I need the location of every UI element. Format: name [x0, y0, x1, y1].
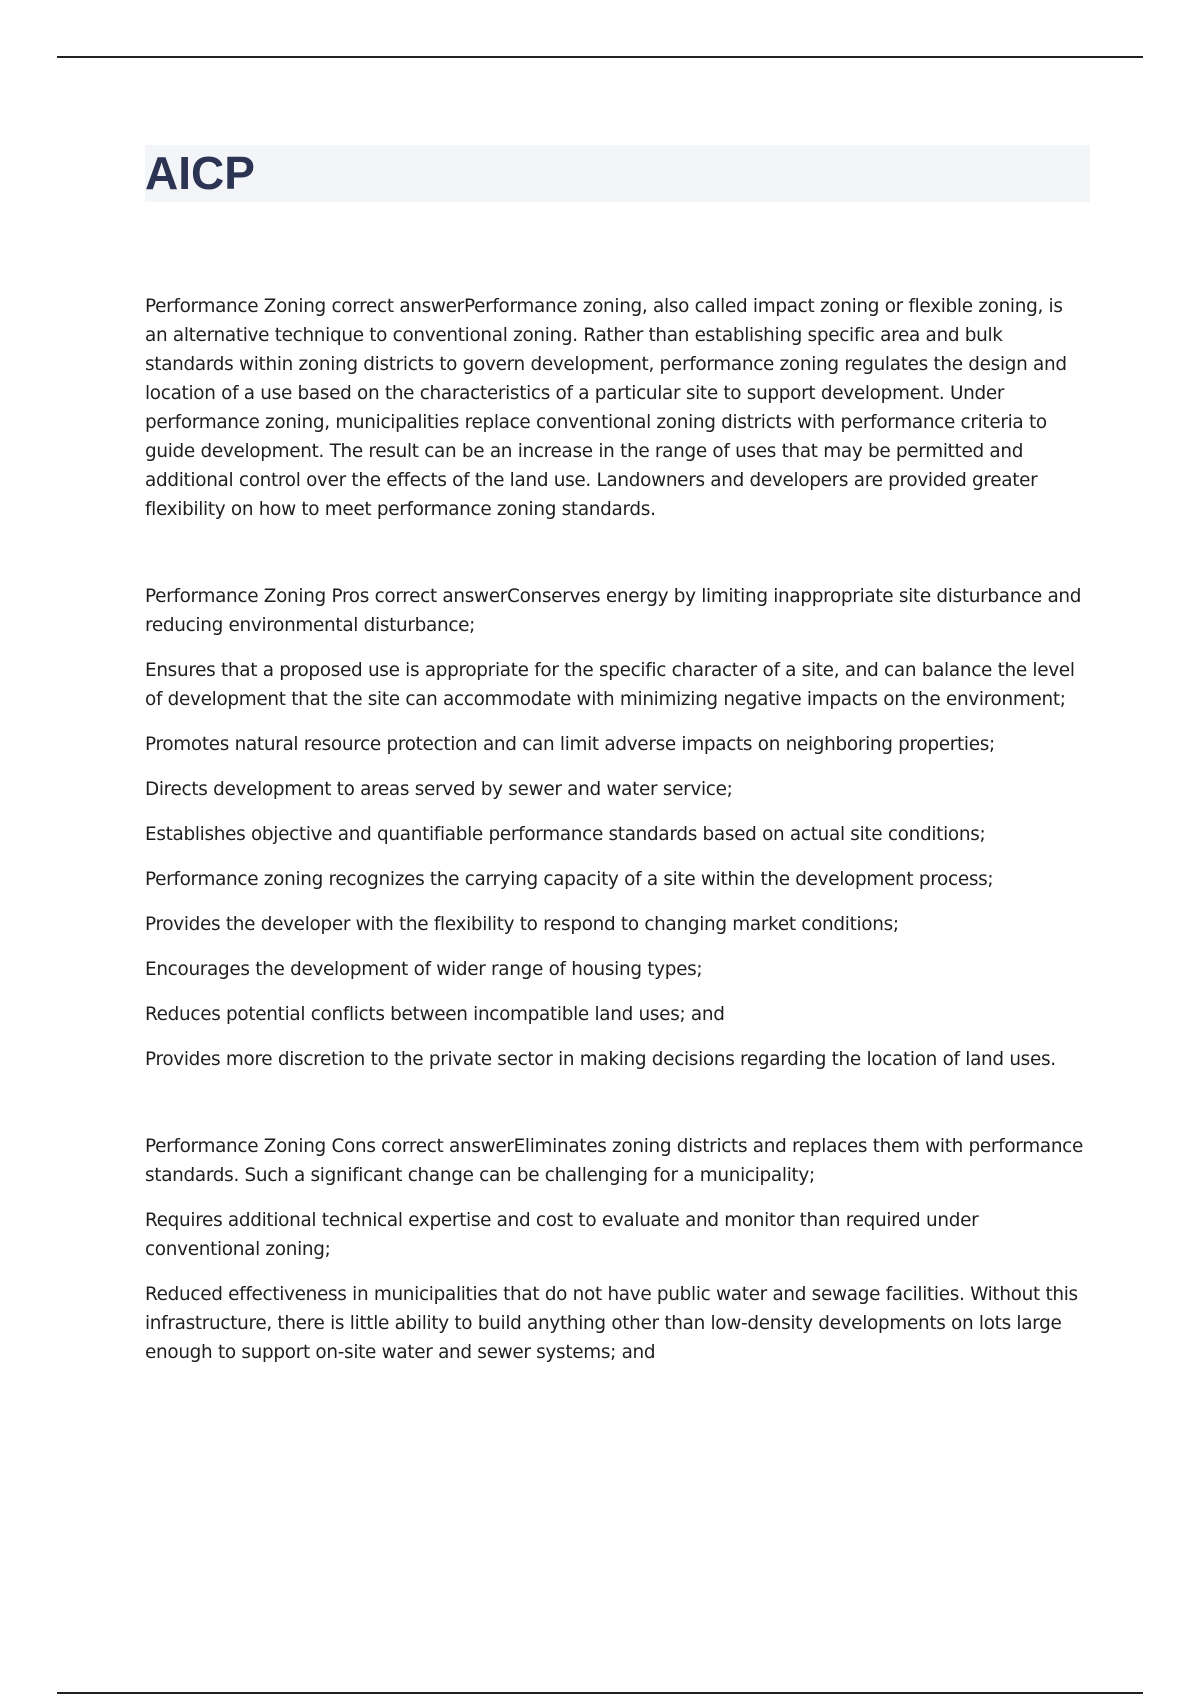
paragraph: Provides more discretion to the private sector in making decisions regarding the location of land uses.: [145, 1049, 1056, 1070]
paragraph: Establishes objective and quantifiable performance standards based on actual site conditions;: [145, 824, 986, 845]
paragraph: Directs development to areas served by sewer and water service;: [145, 779, 733, 800]
paragraph: Ensures that a proposed use is appropriate for the specific character of a site, and can balance the level of development that the site can accommodate with minimizing negative impacts on the environment;: [145, 660, 1075, 710]
page-title: AICP: [145, 147, 255, 199]
section-performance-zoning-cons: [145, 1132, 1090, 1367]
bottom-rule: [57, 1692, 1143, 1694]
document-body: [145, 292, 1090, 1367]
paragraph: Provides the developer with the flexibility to respond to changing market conditions;: [145, 914, 899, 935]
paragraph: Reduced effectiveness in municipalities that do not have public water and sewage facilities. Without this infrastructure, there is little ability to build anything other than low-density developments on lots large enough to support on-site water and sewer systems; and: [145, 1284, 1078, 1363]
top-rule: [57, 56, 1143, 58]
title-band: [145, 145, 1090, 202]
paragraph: Reduces potential conflicts between incompatible land uses; and: [145, 1004, 725, 1025]
paragraph: Requires additional technical expertise and cost to evaluate and monitor than required under conventional zoning;: [145, 1210, 979, 1260]
paragraph: Promotes natural resource protection and can limit adverse impacts on neighboring properties;: [145, 734, 995, 755]
paragraph: Performance Zoning Cons correct answerEliminates zoning districts and replaces them with performance standards. Such a significant change can be challenging for a municipality;: [145, 1136, 1084, 1186]
section-performance-zoning-pros: [145, 582, 1090, 1074]
paragraph: Encourages the development of wider range of housing types;: [145, 959, 703, 980]
section-performance-zoning: [145, 292, 1090, 524]
paragraph: Performance Zoning correct answerPerformance zoning, also called impact zoning or flexible zoning, is an alternative technique to conventional zoning. Rather than establishing specific area and bulk standards within zoning districts to govern development, performance zoning regulates the design and location of a use based on the characteristics of a particular site to support development. Under performance zoning, municipalities replace conventional zoning districts with performance criteria to guide development. The result can be an increase in the range of uses that may be permitted and additional control over the effects of the land use. Landowners and developers are provided greater flexibility on how to meet performance zoning standards.: [145, 296, 1067, 520]
paragraph: Performance zoning recognizes the carrying capacity of a site within the development process;: [145, 869, 994, 890]
paragraph: Performance Zoning Pros correct answerConserves energy by limiting inappropriate site disturbance and reducing environmental disturbance;: [145, 586, 1082, 636]
